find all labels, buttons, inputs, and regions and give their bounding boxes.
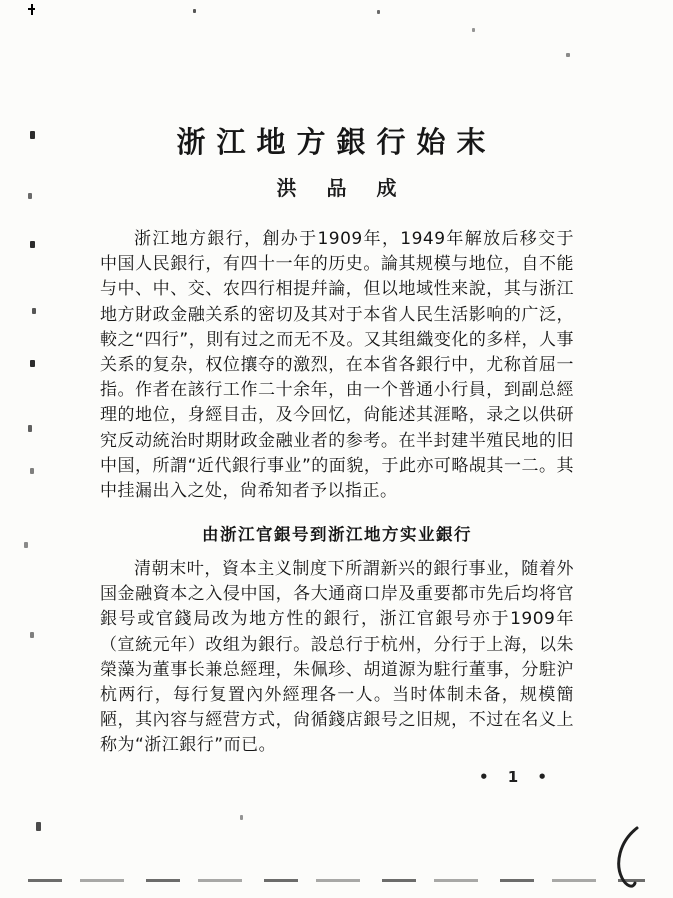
scan-speck bbox=[36, 822, 41, 831]
scan-speck bbox=[30, 241, 35, 248]
scan-speck bbox=[30, 468, 34, 474]
page-number: • 1 • bbox=[478, 768, 554, 786]
scan-speck bbox=[28, 425, 32, 432]
scan-speck bbox=[193, 9, 196, 13]
scan-speck bbox=[30, 632, 34, 638]
scan-speck bbox=[30, 131, 35, 139]
intro-paragraph bbox=[100, 227, 574, 504]
author-name: 洪品成 bbox=[276, 176, 427, 200]
scan-speck bbox=[24, 542, 28, 548]
scan-speck bbox=[377, 10, 380, 14]
intro-paragraph-text: 浙江地方銀行，創办于1909年，1949年解放后移交于中国人民銀行，有四十一年的历史。論其规模与地位，自不能与中、中、交、农四行相提幷論，但以地域性来說，其与浙江地方財政金融关系的密切及其对于本省人民生活影响的广泛，較之“四行”，則有过之而无不及。又其组織变化的多样，人事关系的复杂，权位攘夺的激烈，在本省各銀行中，尤称首屈一指。作者在該行工作二十余年，由一个普通小行員，到副总經理的地位，身經目击，及今回忆，尙能述其涯略，录之以供研究反动統治时期財政金融业者的参考。在半封建半殖民地的旧中国，所謂“近代銀行事业”的面貌，于此亦可略覘其一二。其中挂漏出入之处，尙希知者予以指正。 bbox=[100, 229, 574, 502]
scan-artifact-corner-hook bbox=[613, 826, 641, 892]
scan-speck bbox=[240, 815, 243, 820]
page-title: 浙江地方銀行始末 bbox=[176, 125, 497, 159]
section-paragraph-text: 清朝末叶，資本主义制度下所謂新兴的銀行事业，随着外国金融資本之入侵中国，各大通商口岸及重要都市先后均将官銀号或官錢局改为地方性的銀行，浙江官銀号亦于1909年（宣統元年）改组为銀行。設总行于杭州，分行于上海，以朱榮藻为董事长兼总經理，朱佩珍、胡道源为駐行董事，分駐沪杭两行，每行复置內外經理各一人。当时体制未备，规模簡陋，其內容与經营方式，尙循錢店銀号之旧规，不过在名义上称为“浙江銀行”而已。 bbox=[100, 559, 574, 756]
scan-artifact-bottom-line bbox=[28, 879, 645, 882]
scan-speck bbox=[566, 53, 570, 57]
section-heading: 由浙江官銀号到浙江地方实业銀行 bbox=[202, 525, 472, 544]
scan-speck bbox=[32, 308, 36, 314]
scan-speck bbox=[30, 360, 35, 367]
section-paragraph bbox=[100, 557, 574, 759]
scan-speck bbox=[28, 193, 32, 199]
scan-speck bbox=[472, 28, 475, 32]
scan-artifact-cross bbox=[28, 4, 35, 15]
